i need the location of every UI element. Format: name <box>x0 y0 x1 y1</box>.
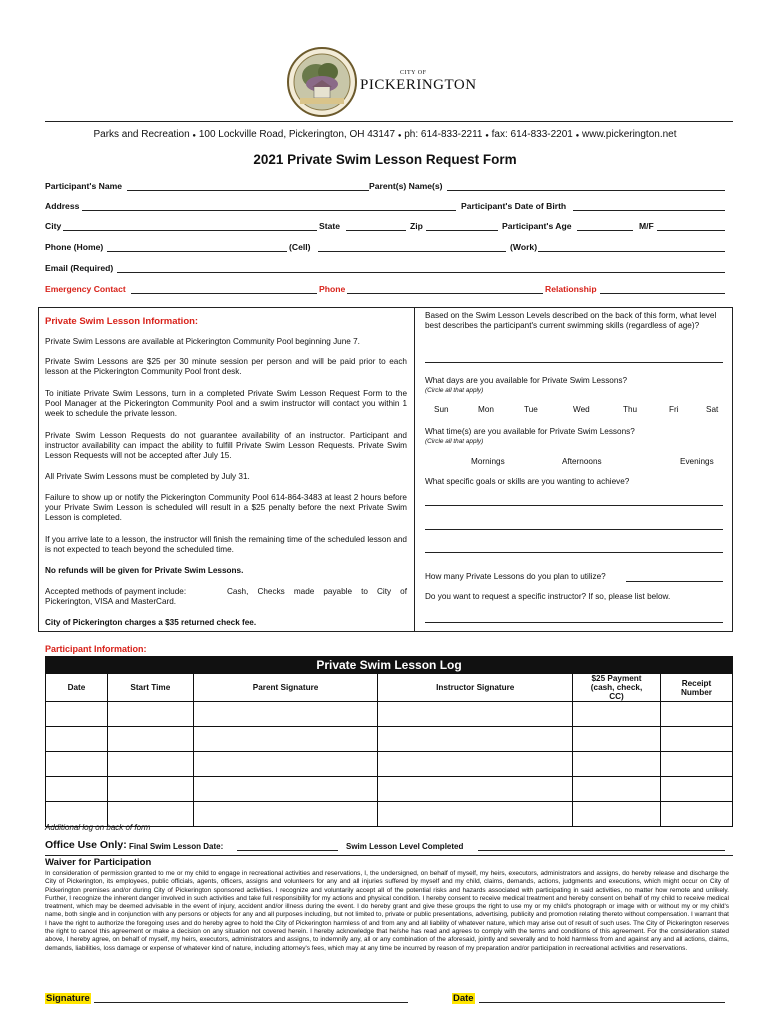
waiver-heading: Waiver for Participation <box>45 857 152 868</box>
relationship-field[interactable] <box>600 293 725 294</box>
mf-label: M/F <box>639 221 654 231</box>
signature-field[interactable] <box>94 1002 408 1003</box>
info-p2: Private Swim Lessons are $25 per 30 minute session per person and will be paid prior to each lesson at the Pickerington Community Pool front desk. <box>45 357 407 377</box>
level-answer-line[interactable] <box>425 362 723 363</box>
log-note: Additional log on back of form <box>45 823 151 832</box>
day-option-mon[interactable]: Mon <box>478 405 494 414</box>
log-cell[interactable] <box>378 702 573 727</box>
bullet: ● <box>485 133 489 139</box>
log-cell[interactable] <box>573 802 661 827</box>
log-cell[interactable] <box>573 702 661 727</box>
email-field[interactable] <box>117 272 725 273</box>
dob-field[interactable] <box>573 210 725 211</box>
form-title: 2021 Private Swim Lesson Request Form <box>253 152 517 167</box>
circle-note-days: (Circle all that apply) <box>425 387 484 394</box>
log-col-instructor-signature: Instructor Signature <box>378 674 573 702</box>
log-cell[interactable] <box>573 727 661 752</box>
log-cell[interactable] <box>193 802 378 827</box>
info-box <box>38 307 733 632</box>
info-heading: Private Swim Lesson Information: <box>45 316 199 327</box>
log-cell[interactable] <box>193 777 378 802</box>
logo-name: PICKERINGTON <box>360 77 477 93</box>
day-option-tue[interactable]: Tue <box>524 405 538 414</box>
goals-answer-line-2[interactable] <box>425 529 723 530</box>
log-cell[interactable] <box>378 777 573 802</box>
age-field[interactable] <box>577 230 633 231</box>
log-cell[interactable] <box>193 727 378 752</box>
emergency-contact-field[interactable] <box>131 293 317 294</box>
state-label: State <box>319 221 341 231</box>
question-times: What time(s) are you available for Private Swim Lessons? <box>425 427 635 436</box>
info-p3: To initiate Private Swim Lessons, turn in a completed Private Swim Lesson Request Form to the Pool Manager at the Pickerington Community Pool and a swim instructor will contact you within 1 week to schedule the private lesson. <box>45 389 407 419</box>
contact-fax: fax: 614-833-2201 <box>491 129 573 140</box>
log-header-row <box>46 674 733 702</box>
contact-line <box>0 129 770 140</box>
log-cell[interactable] <box>378 752 573 777</box>
day-option-fri[interactable]: Fri <box>669 405 679 414</box>
log-col-payment: $25 Payment (cash, check, CC) <box>573 674 661 702</box>
bullet: ● <box>397 133 402 139</box>
log-cell[interactable] <box>378 802 573 827</box>
log-cell[interactable] <box>193 752 378 777</box>
contact-address: 100 Lockville Road, Pickerington, OH 43147 <box>198 129 396 140</box>
signature-label: Signature <box>46 993 90 1004</box>
participant-name-field[interactable] <box>127 190 369 191</box>
cell-label: (Cell) <box>289 242 311 252</box>
city-label: City <box>45 221 62 231</box>
day-option-sun[interactable]: Sun <box>434 405 449 414</box>
day-option-sat[interactable]: Sat <box>706 405 719 414</box>
lesson-count-field[interactable] <box>626 581 723 582</box>
log-cell[interactable] <box>107 727 193 752</box>
log-cell[interactable] <box>573 752 661 777</box>
log-row <box>46 727 733 752</box>
instructor-answer-line[interactable] <box>425 622 723 623</box>
time-option-mornings[interactable]: Mornings <box>471 457 505 466</box>
level-completed-field[interactable] <box>478 850 725 851</box>
info-p9b: Cash, Checks made payable to City of Pickerington, VISA and MasterCard. <box>45 587 407 607</box>
log-row <box>46 777 733 802</box>
age-label: Participant's Age <box>502 221 572 231</box>
participant-info-heading: Participant Information: <box>45 644 147 654</box>
log-cell[interactable] <box>46 702 108 727</box>
dob-label: Participant's Date of Birth <box>461 201 567 211</box>
log-cell[interactable] <box>660 702 732 727</box>
log-cell[interactable] <box>660 727 732 752</box>
info-p6: Failure to show up or notify the Pickerington Community Pool 614-864-3483 at least 2 hours before your Private Swim Lesson is scheduled will result in a $25 penalty before the next Private Swim Lesson is completed. <box>45 493 407 523</box>
state-field[interactable] <box>346 230 406 231</box>
work-label: (Work) <box>510 242 538 252</box>
cell-field[interactable] <box>318 251 506 252</box>
emergency-phone-field[interactable] <box>347 293 543 294</box>
info-box-divider <box>414 307 415 632</box>
log-cell[interactable] <box>660 802 732 827</box>
log-row <box>46 702 733 727</box>
time-option-afternoons[interactable]: Afternoons <box>562 457 602 466</box>
log-col-parent-signature: Parent Signature <box>193 674 378 702</box>
info-p7: If you arrive late to a lesson, the instructor will finish the remaining time of the scheduled lesson and is not expected to teach beyond the scheduled time. <box>45 535 407 555</box>
goals-answer-line-1[interactable] <box>425 505 723 506</box>
log-row <box>46 752 733 777</box>
city-logo <box>286 46 486 118</box>
address-label: Address <box>45 201 80 211</box>
final-date-label: Final Swim Lesson Date: <box>129 842 224 851</box>
contact-phone: ph: 614-833-2211 <box>404 129 483 140</box>
mf-field[interactable] <box>657 230 725 231</box>
work-field[interactable] <box>538 251 725 252</box>
time-option-evenings[interactable]: Evenings <box>680 457 714 466</box>
circle-note-times: (Circle all that apply) <box>425 438 484 445</box>
log-cell[interactable] <box>573 777 661 802</box>
log-col-date: Date <box>46 674 108 702</box>
question-days: What days are you available for Private Swim Lessons? <box>425 376 628 385</box>
log-title: Private Swim Lesson Log <box>46 657 733 674</box>
date-field[interactable] <box>479 1002 725 1003</box>
question-level: Based on the Swim Lesson Levels described on the back of this form, what level best describes the participant's current swimming skills (regardless of age)? <box>425 311 717 331</box>
parents-names-field[interactable] <box>447 190 725 191</box>
info-p9a: Accepted methods of payment include: <box>45 587 187 596</box>
log-cell[interactable] <box>107 752 193 777</box>
contact-website[interactable]: www.pickerington.net <box>582 129 677 140</box>
day-option-wed[interactable]: Wed <box>573 405 590 414</box>
waiver-text: In consideration of permission granted to me or my child to engage in recreational activities and reservations, I, the undersigned, on behalf of myself, my heirs, executors, administrators and assigns, do hereby release and discharge the City of Pickerington, its employees, public officials, agents, officers, assigns and volunteers for any and all injuries suffered by myself and my child, claims, demands, actions, judgments and executions, which might occur on City of Pickerington premises and/or during City of Pickerington sponsored activities. I recognize and voluntarily accept all of the potential risks and hazards associated with participating in said activities, no matter how remote and unlikely. Further, I recognize the inherent danger involved in such activities and take full responsibility for my actions and physical condition. I hereby consent to receive medical treatment and hereby consent on behalf of my child to receive medical treatment, which may be deemed advisable in the event of injury, accident and/or illness during the event. I do hereby grant and give these groups the right to use my or my child's photograph or image with or without my or my child's name, both single and in conjunction with any persons or objects for any and all purposes including, but not limited to, private or public presentations, advertising, publicity and promotion relating thereto without compensation. I warrant that I have the right to authorize the foregoing uses and do hereby agree to hold the City of Pickerington harmless of and from any and all liability of whatever nature, which may arise out of result of such uses. The City of Pickerington reserves the right to cancel this agreement or make a decision on any situation not covered herein. I hereby acknowledge that he/she has read and agrees to comply with the terms and conditions of this agreement. For the consideration stated above, I hereby agree, on behalf of myself, my heirs, executors, administrators and assigns, to indemnify any, all or any combination of the aforesaid, jointly and severally and to hold harmless from and against any and all actions, claims, demands, liabilities, loss damage or expense of whatever kind of nature, including attorney's fees, which may at any time be incurred by reason of my preparation and/or participation in recreational activities and reservations. <box>45 870 729 952</box>
log-cell[interactable] <box>46 752 108 777</box>
city-seal-icon <box>286 46 358 118</box>
log-cell[interactable] <box>660 752 732 777</box>
info-p1: Private Swim Lessons are available at Pickerington Community Pool beginning June 7. <box>45 337 360 346</box>
office-use-label: Office Use Only: <box>45 839 127 851</box>
log-cell[interactable] <box>378 727 573 752</box>
question-instructor: Do you want to request a specific instructor? If so, please list below. <box>425 592 671 601</box>
emergency-contact-label: Emergency Contact <box>45 284 126 294</box>
log-cell[interactable] <box>107 702 193 727</box>
day-option-thu[interactable]: Thu <box>623 405 638 414</box>
info-p10: City of Pickerington charges a $35 returned check fee. <box>45 618 257 627</box>
log-cell[interactable] <box>46 727 108 752</box>
question-lesson-count: How many Private Lessons do you plan to utilize? <box>425 572 606 581</box>
final-date-field[interactable] <box>237 850 338 851</box>
bullet: ● <box>575 133 580 139</box>
log-col-start-time: Start Time <box>107 674 193 702</box>
date-label: Date <box>453 993 474 1004</box>
info-p5: All Private Swim Lessons must be completed by July 31. <box>45 472 250 481</box>
swim-lesson-log-table <box>45 656 733 827</box>
email-label: Email (Required) <box>45 263 114 273</box>
contact-dept: Parks and Recreation <box>93 129 190 140</box>
parents-names-label: Parent(s) Name(s) <box>369 181 443 191</box>
zip-label: Zip <box>410 221 423 231</box>
city-field[interactable] <box>63 230 317 231</box>
log-cell[interactable] <box>46 777 108 802</box>
relationship-label: Relationship <box>545 284 597 294</box>
header-rule <box>45 121 733 122</box>
info-p4: Private Swim Lesson Requests do not guarantee availability of an instructor. Participant and instructor availability can impact the ability to fulfill Private Swim Lesson Requests. Private Swim Lesson Requests will not be accepted after July 15. <box>45 431 407 461</box>
zip-field[interactable] <box>426 230 498 231</box>
log-cell[interactable] <box>660 777 732 802</box>
log-cell[interactable] <box>107 777 193 802</box>
phone-home-label: Phone (Home) <box>45 242 104 252</box>
log-col-receipt: Receipt Number <box>660 674 732 702</box>
level-completed-label: Swim Lesson Level Completed <box>346 842 464 851</box>
bullet: ● <box>192 133 197 139</box>
log-cell[interactable] <box>193 702 378 727</box>
info-p8: No refunds will be given for Private Swim Lessons. <box>45 566 244 575</box>
address-field[interactable] <box>82 210 456 211</box>
phone-home-field[interactable] <box>107 251 287 252</box>
goals-answer-line-3[interactable] <box>425 552 723 553</box>
participant-name-label: Participant's Name <box>45 181 123 191</box>
emergency-phone-label: Phone <box>319 284 346 294</box>
office-rule <box>45 855 733 856</box>
logo-city-of: CITY OF <box>400 70 427 76</box>
question-goals: What specific goals or skills are you wanting to achieve? <box>425 477 630 486</box>
